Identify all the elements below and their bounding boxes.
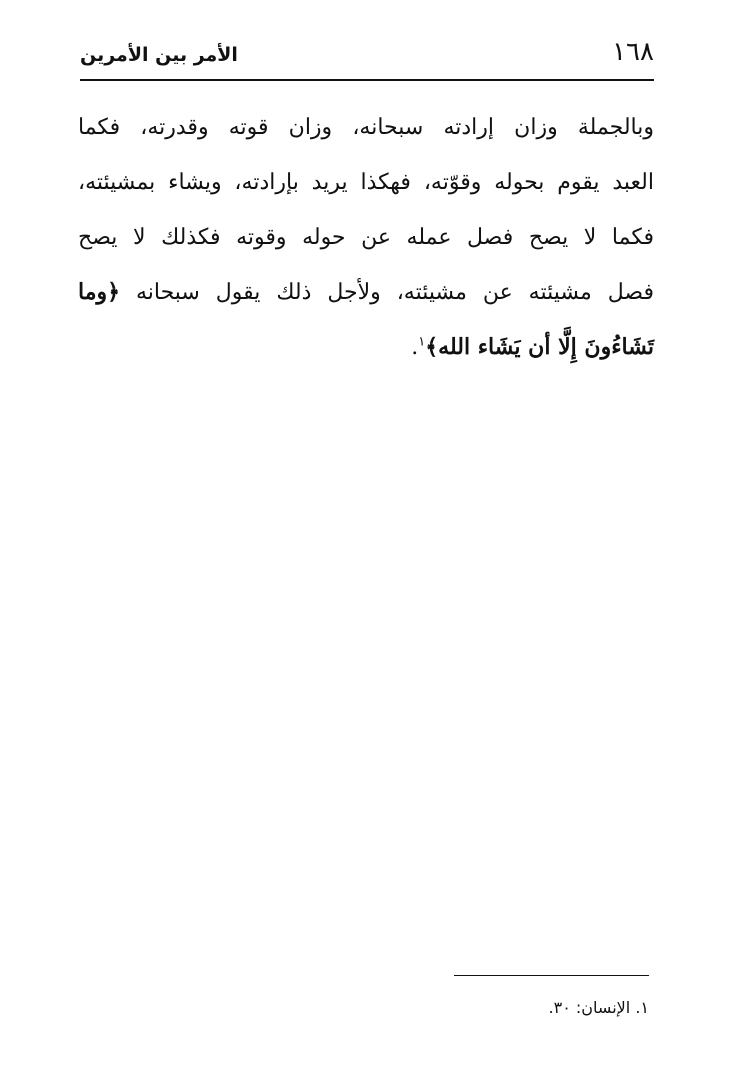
footnote-marker[interactable]: ١ <box>418 334 426 350</box>
running-title: الأمر بين الأمرين <box>80 44 238 66</box>
quran-quote-open: ﴿وما <box>78 279 121 305</box>
page-number: ١٦٨ <box>612 37 654 67</box>
body-line-1: وبالجملة وزان إرادته سبحانه، وزان قوته وقدرته، فكما <box>78 115 654 140</box>
body-line-4 <box>78 265 654 320</box>
body-line-5 <box>78 320 654 375</box>
body-line-3: فكما لا يصح فصل عمله عن حوله وقوته فكذلك لا يصح <box>78 225 654 250</box>
page-header <box>80 34 654 76</box>
sentence-end: . <box>411 335 419 360</box>
footnote-rule <box>454 975 649 976</box>
body-line-4-text: فصل مشيئته عن مشيئته، ولأجل ذلك يقول سبحانه <box>135 280 654 305</box>
body-line-2: العبد يقوم بحوله وقوّته، فهكذا يريد بإرادته، ويشاء بمشيئته، <box>78 170 654 195</box>
header-rule <box>80 79 654 81</box>
body-paragraph <box>78 100 654 375</box>
quran-quote: تَشَاءُونَ إِلَّا أن يَشَاء الله﴾ <box>425 334 654 360</box>
footnote-1: ١. الإنسان: ٣٠. <box>548 998 649 1017</box>
